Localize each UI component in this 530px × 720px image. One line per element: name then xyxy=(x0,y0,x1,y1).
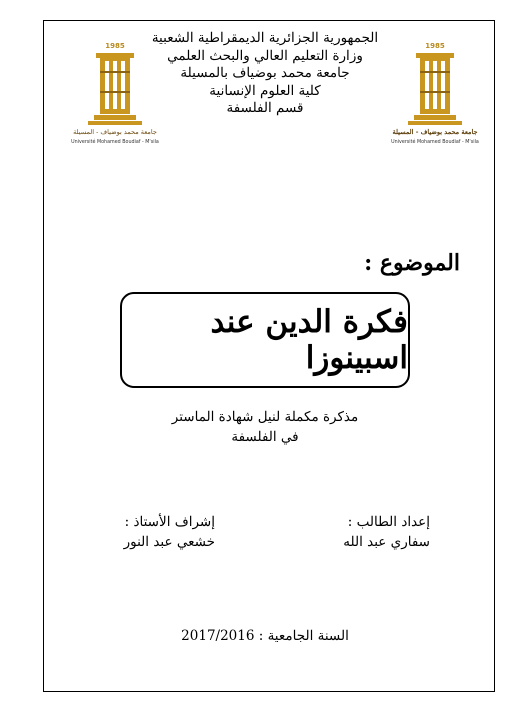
logo-caption-french: Université Mohamed Boudiaf - M'sila xyxy=(71,140,159,145)
institution-header xyxy=(140,30,390,118)
university-logo-right xyxy=(390,42,480,152)
thesis-title: فكرة الدين عند اسبينوزا xyxy=(210,304,408,376)
logo-year: 1985 xyxy=(105,42,125,50)
student-name: سفاري عبد الله xyxy=(343,534,430,550)
header-faculty: كلية العلوم الإنسانية xyxy=(209,82,321,99)
header-university: جامعة محمد بوضياف بالمسيلة xyxy=(180,65,350,81)
tower-emblem-icon xyxy=(70,51,160,127)
university-logo-left xyxy=(70,42,160,152)
supervisor-label: إشراف الأستاذ : xyxy=(124,514,215,530)
memo-line-2: في الفلسفة xyxy=(231,429,299,445)
student-block xyxy=(300,512,430,552)
logo-caption-french: Université Mohamed Boudiaf - M'sila xyxy=(391,140,479,145)
tower-emblem-icon xyxy=(390,51,480,127)
logo-caption-arabic: جامعة محمد بوضياف - المسيلة xyxy=(392,128,478,136)
header-ministry: وزارة التعليم العالي والبحث العلمي xyxy=(167,47,363,64)
header-department: قسم الفلسفة xyxy=(226,100,304,116)
memo-description xyxy=(140,407,390,447)
topic-label: الموضوع : xyxy=(364,250,460,276)
supervisor-name: خشعي عبد النور xyxy=(123,534,215,550)
academic-year: السنة الجامعية : 2017/2016 xyxy=(181,628,349,644)
student-label: إعداد الطالب : xyxy=(347,514,430,530)
memo-line-1: مذكرة مكملة لنيل شهادة الماستر xyxy=(171,409,359,425)
logo-year: 1985 xyxy=(425,42,445,50)
header-country: الجمهورية الجزائرية الديمقراطية الشعبية xyxy=(151,30,379,46)
supervisor-block xyxy=(85,512,215,552)
title-box xyxy=(120,292,410,388)
logo-caption-arabic: جامعة محمد بوضياف - المسيلة xyxy=(73,128,157,136)
